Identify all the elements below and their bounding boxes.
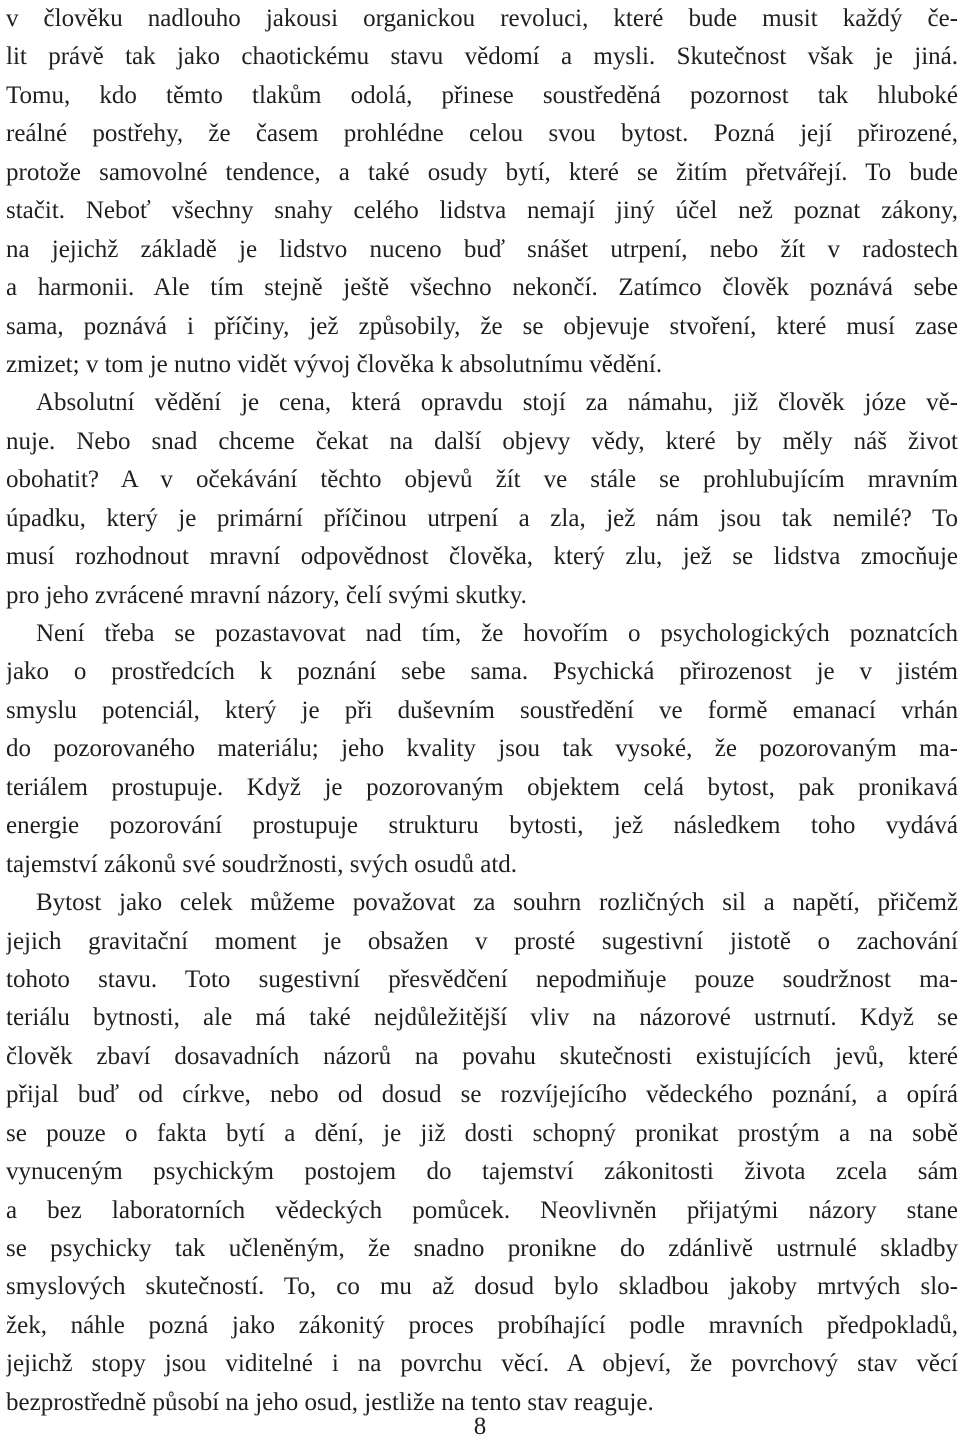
text-line: smyslových skutečností. To, co mu až dosud bylo skladbou jakoby mrtvých slo- — [6, 1273, 958, 1301]
text-line: stačit. Neboť všechny snahy celého lidstva nemají jiný účel než poznat zákony, — [6, 197, 958, 225]
text-line: sama, poznává i příčiny, jež způsobily, že se objevuje stvoření, které musí zase — [6, 312, 958, 340]
text-line: žek, náhle pozná jako zákonitý proces probíhající podle mravních předpokladů, — [6, 1311, 958, 1339]
text-line: reálné postřehy, že časem prohlédne celou svou bytost. Pozná její přirozené, — [6, 120, 958, 148]
text-line: přijal buď od církve, nebo od dosud se rozvíjejícího vědeckého poznání, a opírá — [6, 1081, 958, 1109]
text-line: pro jeho zvrácené mravní názory, čelí svými skutky. — [6, 581, 527, 609]
text-line: se pouze o fakta bytí a dění, je již dosti schopný pronikat prostým a na sobě — [6, 1119, 958, 1147]
text-line: musí rozhodnout mravní odpovědnost člověka, který zlu, jež se lidstva zmocňuje — [6, 543, 958, 571]
text-line: teriálem prostupuje. Když je pozorovaným objektem celá bytost, pak pronikavá — [6, 773, 958, 801]
text-line: teriálu bytnosti, ale má také nejdůležitější vliv na názorové ustrnutí. Když se — [6, 1004, 958, 1032]
text-line: Není třeba se pozastavovat nad tím, že hovořím o psychologických poznatcích — [36, 620, 958, 647]
text-line: jejich gravitační moment je obsažen v prosté sugestivní jistotě o zachování — [6, 927, 958, 955]
text-line: se psychicky tak učleněným, že snadno pronikne do zdánlivě ustrnulé skladby — [6, 1235, 958, 1262]
text-line: Tomu, kdo těmto tlakům odolá, přinese soustředěná pozornost tak hluboké — [6, 81, 958, 109]
text-line: jejichž stopy jsou viditelné i na povrchu věcí. A objeví, že povrchový stav věcí — [6, 1350, 958, 1378]
text-line: v člověku nadlouho jakousi organickou revoluci, které bude musit každý če- — [6, 5, 958, 32]
text-line: Bytost jako celek můžeme považovat za souhrn rozličných sil a napětí, přičemž — [36, 889, 958, 917]
text-line: vynuceným psychickým postojem do tajemství zákonitosti života zcela sám — [6, 1158, 958, 1186]
text-line: smyslu potenciál, který je při duševním soustředění ve formě emanací vrhán — [6, 696, 958, 724]
text-line: člověk zbaví dosavadních názorů na povahu skutečnosti existujících jevů, které — [6, 1042, 958, 1070]
body-text — [6, 0, 958, 1422]
page-number: 8 — [473, 1413, 487, 1440]
text-line: tohoto stavu. Toto sugestivní přesvědčení nepodmiňuje pouze soudržnost ma- — [6, 965, 958, 993]
text-line: úpadku, který je primární příčinou utrpení a zla, jež nám jsou tak nemilé? To — [6, 504, 958, 532]
text-line: a harmonii. Ale tím stejně ještě všechno nekončí. Zatímco člověk poznává sebe — [6, 274, 958, 302]
text-line: nuje. Nebo snad chceme čekat na další objevy vědy, které by měly náš život — [6, 427, 958, 455]
text-line: na jejichž základě je lidstvo nuceno buď snášet utrpení, nebo žít v radostech — [6, 235, 958, 263]
text-line: lit právě tak jako chaotickému stavu vědomí a mysli. Skutečnost však je jiná. — [6, 43, 958, 71]
text-line: energie pozorování prostupuje strukturu bytosti, jež následkem toho vydává — [6, 812, 958, 840]
text-line: bezprostředně působí na jeho osud, jestliže na tento stav reaguje. — [6, 1388, 654, 1416]
text-line: protože samovolné tendence, a také osudy bytí, které se žitím přetvářejí. To bude — [6, 158, 958, 186]
text-line: zmizet; v tom je nutno vidět vývoj člověka k absolutnímu vědění. — [6, 350, 663, 378]
text-line: tajemství zákonů své soudržnosti, svých osudů atd. — [6, 850, 518, 878]
text-line: jako o prostředcích k poznání sebe sama. Psychická přirozenost je v jistém — [6, 658, 958, 686]
text-line: Absolutní vědění je cena, která opravdu stojí za námahu, již člověk józe vě- — [36, 389, 958, 417]
text-line: a bez laboratorních vědeckých pomůcek. Neovlivněn přijatými názory stane — [6, 1196, 958, 1224]
text-line: obohatit? A v očekávání těchto objevů žít ve stále se prohlubujícím mravním — [6, 466, 958, 494]
text-line: do pozorovaného materiálu; jeho kvality jsou tak vysoké, že pozorovaným ma- — [6, 735, 958, 763]
